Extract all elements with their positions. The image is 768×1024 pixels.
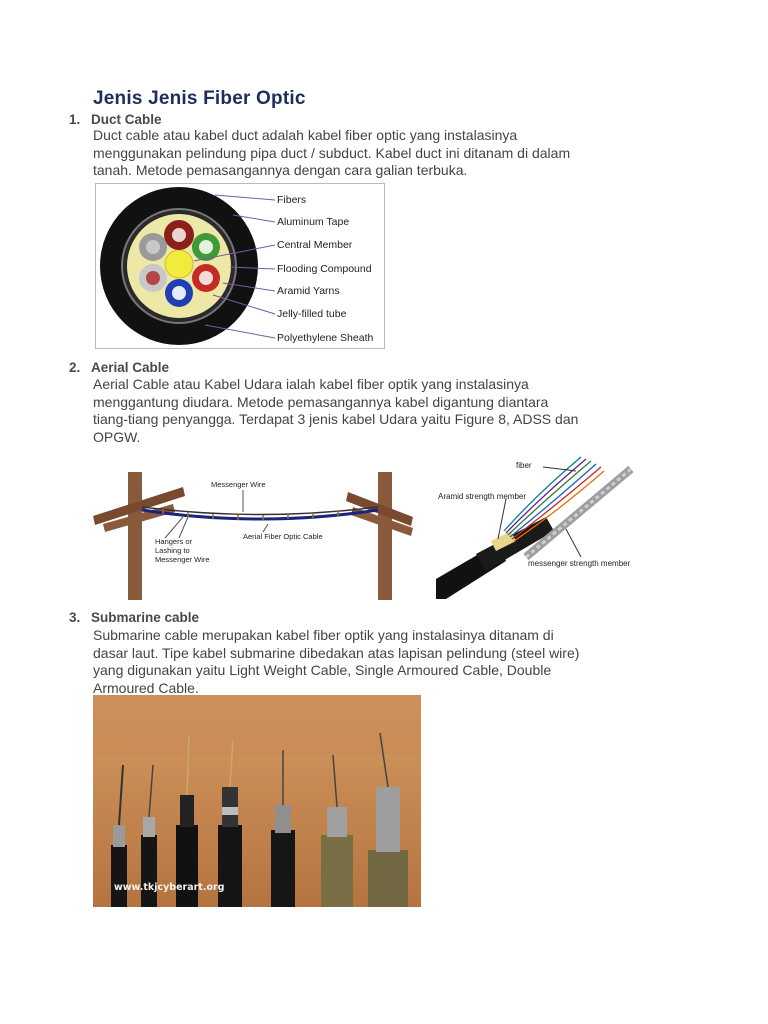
section-text-aerial: Aerial Cable atau Kabel Udara ialah kabel fiber optik yang instalasinya menggantung diudara. Metode pemasangannya kabel digantung diantara tiang-tiang penyangga. Terdapat 3 jenis kabel Udara yaitu Figure 8, ADSS dan OPGW.	[93, 376, 579, 445]
label-central-member: Central Member	[277, 239, 353, 251]
label-messenger-wire: Messenger Wire	[211, 480, 266, 489]
watermark: www.tkjcyberart.org	[114, 882, 225, 893]
label-hangers-2: Lashing to	[155, 546, 190, 555]
label-aramid-strength: Aramid strength member	[438, 492, 527, 501]
label-fiber: fiber	[516, 461, 532, 470]
label-hangers-3: Messenger Wire	[155, 555, 210, 564]
page-title: Jenis Jenis Fiber Optic	[93, 88, 306, 109]
label-aramid-yarns: Aramid Yarns	[277, 285, 340, 297]
label-fibers: Fibers	[277, 194, 307, 206]
label-flooding-compound: Flooding Compound	[277, 263, 372, 275]
label-hangers-1: Hangers or	[155, 537, 193, 546]
label-messenger-strength: messenger strength member	[528, 559, 631, 568]
section-heading-aerial: 2. Aerial Cable	[69, 360, 170, 375]
duct-cable-diagram	[95, 183, 385, 349]
figure8-cable-photo	[436, 449, 641, 599]
section-text-submarine: Submarine cable merupakan kabel fiber optik yang instalasinya ditanam di dasar laut. Tipe kabel submarine dibedakan atas lapisan pelindung (steel wire) yang digunakan yaitu Light Weight Cable, Single Armoured Cable, Double Armoured Cable.	[93, 627, 580, 696]
section-heading-duct: 1. Duct Cable	[69, 112, 162, 127]
label-aerial-fiber-cable: Aerial Fiber Optic Cable	[243, 532, 323, 541]
label-aluminum-tape: Aluminum Tape	[277, 216, 350, 228]
submarine-cables-photo	[93, 695, 421, 907]
section-heading-submarine: 3. Submarine cable	[69, 610, 200, 625]
label-jelly-filled-tube: Jelly-filled tube	[277, 308, 347, 320]
label-polyethylene-sheath: Polyethylene Sheath	[277, 332, 374, 344]
aerial-cable-diagram	[93, 462, 413, 600]
section-text-duct: Duct cable atau kabel duct adalah kabel fiber optic yang instalasinya menggunakan pelindung pipa duct / subduct. Kabel duct ini ditanam di dalam tanah. Metode pemasangannya dengan cara galian terbuka.	[93, 127, 571, 178]
